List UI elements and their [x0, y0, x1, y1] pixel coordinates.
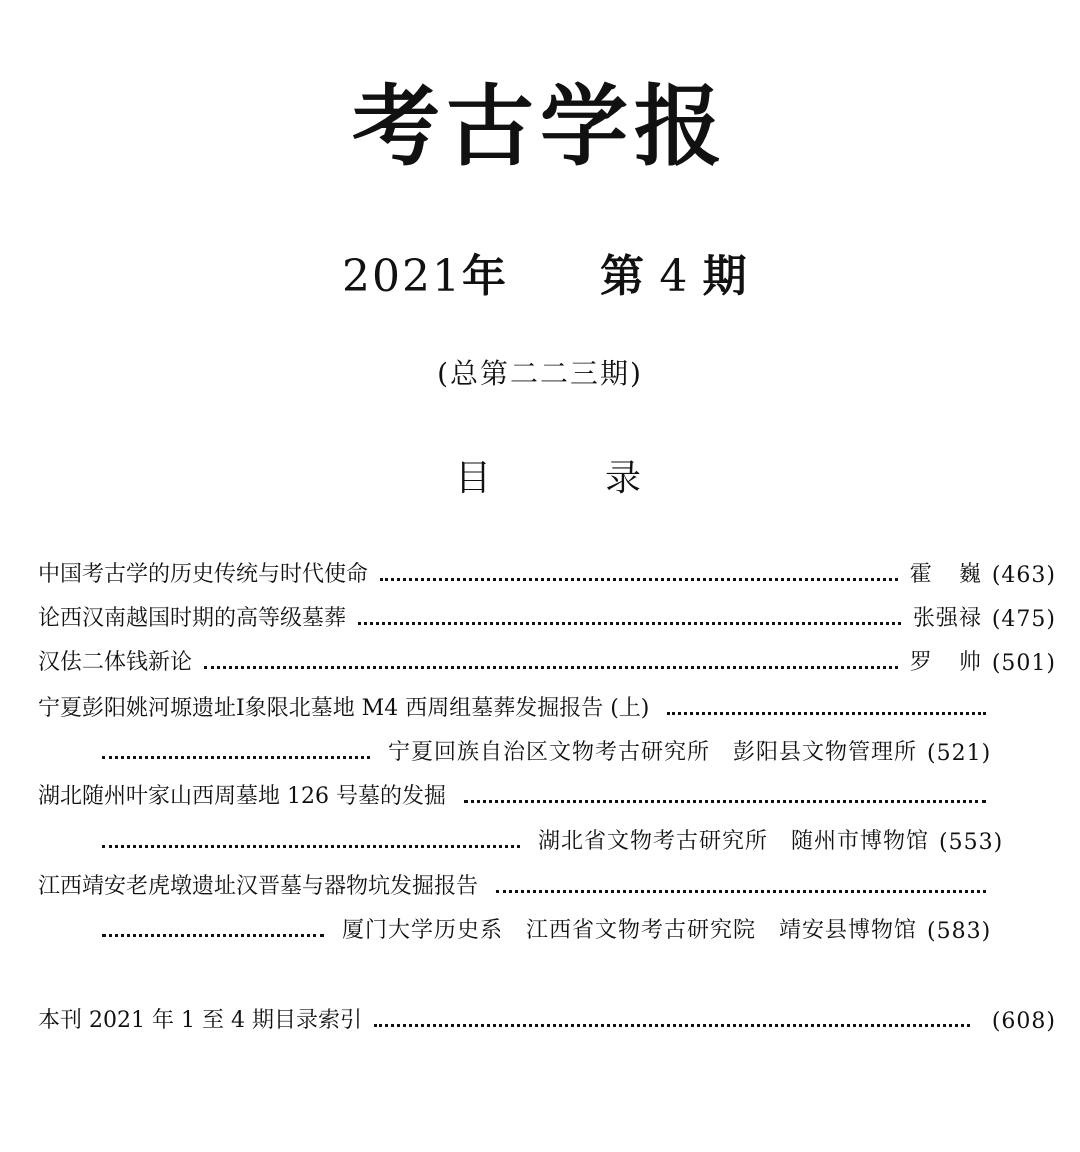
toc-heading-char-2: 录: [605, 458, 642, 499]
issue-number: [600, 240, 747, 304]
entry-author: [910, 645, 982, 676]
entry-page: (501): [991, 651, 1056, 676]
author-char: 帅: [958, 650, 982, 675]
toc-entry[interactable]: [38, 688, 1056, 722]
toc-entry[interactable]: [38, 866, 1056, 900]
entry-page: (463): [991, 563, 1056, 588]
issue-num: 4: [659, 251, 688, 302]
entry-page: (521): [927, 741, 992, 766]
issue-suffix: 期: [702, 251, 747, 302]
entry-author: [910, 557, 982, 588]
entry-author: 湖北省文物考古研究所 随州市博物馆: [538, 829, 930, 854]
entry-title: 江西靖安老虎墩遗址汉晋墓与器物坑发掘报告: [38, 874, 479, 899]
leader-dots: [380, 578, 898, 581]
entry-title: 汉佉二体钱新论: [38, 650, 193, 675]
entry-page: (553): [939, 830, 1004, 855]
journal-masthead: 考古学报: [351, 74, 728, 178]
toc-heading-char-1: 目: [455, 458, 492, 499]
leader-dots: [464, 800, 986, 803]
entry-page: (608): [991, 1009, 1056, 1034]
issue-year: [342, 240, 506, 304]
leader-dots: [102, 934, 324, 937]
entry-author: 张强禄: [912, 606, 982, 631]
author-char: 霍: [909, 562, 933, 587]
leader-dots: [102, 756, 370, 759]
toc-entry[interactable]: [38, 642, 1056, 676]
entry-page: (475): [991, 607, 1056, 632]
leader-dots: [358, 622, 901, 625]
author-char: 罗: [909, 650, 933, 675]
toc-entry-continuation[interactable]: [102, 732, 1056, 766]
leader-dots: [667, 712, 986, 715]
toc-entry-continuation[interactable]: [102, 821, 1056, 855]
issue-line: [0, 240, 1080, 300]
leader-dots: [496, 890, 986, 893]
toc-entry[interactable]: [38, 554, 1056, 588]
toc-entry[interactable]: [38, 1000, 1056, 1034]
entry-author: 厦门大学历史系 江西省文物考古研究院 靖安县博物馆: [342, 918, 918, 943]
entry-title: 湖北随州叶家山西周墓地 126 号墓的发掘: [38, 784, 446, 809]
toc-entry[interactable]: [38, 598, 1056, 632]
toc-entry[interactable]: [38, 776, 1056, 810]
leader-dots: [204, 666, 898, 669]
entry-title: 论西汉南越国时期的高等级墓葬: [38, 606, 347, 631]
year-char: 年: [461, 251, 506, 302]
entry-title: 宁夏彭阳姚河塬遗址Ⅰ象限北墓地 M4 西周组墓葬发掘报告 (上): [38, 696, 650, 721]
entry-page: (583): [927, 919, 992, 944]
issue-prefix: 第: [600, 251, 644, 302]
entry-title: 本刊 2021 年 1 至 4 期目录索引: [38, 1008, 362, 1033]
total-issue-number: (总第二二三期): [437, 357, 643, 390]
toc-entry-continuation[interactable]: [102, 910, 1056, 944]
leader-dots: [102, 845, 520, 848]
entry-title: 中国考古学的历史传统与时代使命: [38, 562, 369, 587]
year-number: 2021: [342, 251, 462, 302]
leader-dots: [374, 1024, 970, 1027]
author-char: 巍: [958, 562, 982, 587]
entry-author: 宁夏回族自治区文物考古研究所 彭阳县文物管理所: [388, 740, 918, 765]
